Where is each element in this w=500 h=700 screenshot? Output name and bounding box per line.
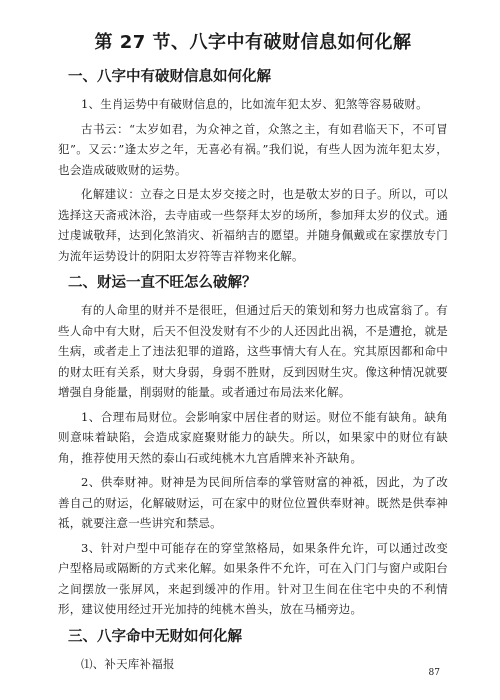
paragraph: 化解建议：立春之日是太岁交接之时，也是敬太岁的日子。所以，可以选择这天斋戒沐浴，去寺庙或一些祭拜太岁的场所，参加拜太岁的仪式。通过虔诚敬拜，达到化煞消灾、祈福纳吉的愿望。并随身佩戴或在家摆放专门为流年运势设计的阴阳太岁符等吉祥物来化解。	[58, 187, 448, 263]
section-heading: 一、八字中有破财信息如何化解	[68, 69, 271, 85]
section-1	[58, 66, 448, 266]
paragraph: 古书云：“太岁如君，为众神之首，众煞之主，有如君临天下，不可冒犯”。又云：”逢太岁之年，无喜必有祸。”我们说，有些人因为流年犯太岁，也会造成破败财的运势。	[58, 121, 448, 177]
paragraph: 2、供奉财神。财神是为民间所信奉的掌管财富的神祗，因此，为了改善自己的财运，化解破财运，可在家中的财位位置供奉财神。既然是供奉神祗，就要注意一些讲究和禁忌。	[58, 475, 448, 530]
paragraph: 3、针对户型中可能存在的穿堂煞格局，如果条件允许，可以通过改变户型格局或隔断的方式来化解。如果条件不允许，可在入门门与窗户或阳台之间摆放一张屏风，来起到缓冲的作用。针对卫生间在住宅中央的不利情形，建议使用经过开光加持的纯桃木兽头，放在马桶旁边。	[58, 540, 448, 616]
section-3	[58, 626, 448, 675]
paragraph: 1、合理布局财位。会影响家中居住者的财运。财位不能有缺角。缺角则意味着缺陷，会造成家庭聚财能力的缺失。所以，如果家中的财位有缺角，推荐使用天然的泰山石或纯桃木九宫盾牌来补齐缺角。	[58, 409, 448, 465]
section-heading: 二、财运一直不旺怎么破解？	[68, 275, 257, 291]
page-number: 87	[428, 668, 440, 678]
paragraph: 1、生肖运势中有破财信息的，比如流年犯太岁、犯煞等容易破财。	[81, 97, 428, 111]
paragraph: 有的人命里的财并不是很旺，但通过后天的策划和努力也成富翁了。有些人命中有大财，后天不但没发财有不少的人还因此出祸，不是遭抢，就是生病，或者走上了违法犯罪的道路，这些事情大有人在。究其原因都和命中的财太旺有关系，财大身弱，身弱不胜财，反到因财生灾。像这种情况就要增强自身能量，削弱财的能量。或者通过布局法来化解。	[58, 303, 448, 399]
section-heading: 三、八字命中无财如何化解	[68, 628, 242, 645]
page-title: 第 27 节、八字中有破财信息如何化解	[94, 32, 412, 53]
section-2	[58, 272, 448, 620]
paragraph: ⑴、补天库补福报	[81, 656, 175, 671]
